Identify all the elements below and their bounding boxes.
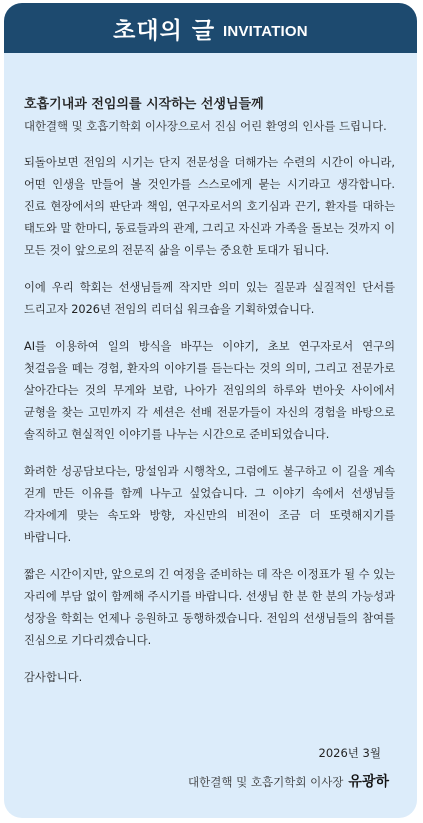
letter-closing: 감사합니다. — [24, 671, 83, 684]
letter-paragraph: 이에 우리 학회는 선생님들께 작지만 의미 있는 질문과 실질적인 단서를 드리고자 2026년 전임의 리더십 워크숍을 기획하였습니다. — [24, 281, 395, 316]
letter-date: 2026년 3월 — [318, 746, 381, 760]
title-korean: 초대의 글 — [113, 17, 216, 44]
letter-paragraph: 짧은 시간이지만, 앞으로의 긴 여정을 준비하는 데 작은 이정표가 될 수 있는 자리에 부담 없이 함께해 주시기를 바랍니다. 선생님 한 분 한 분의 가능성과 성장을 학회는 언제나 응원하고 동행하겠습니다. 전임의 선생님들의 참여를 진심으로 기다리겠습니다. — [24, 568, 395, 647]
title-english: INVITATION — [223, 22, 308, 40]
letter-greeting: 호흡기내과 전임의를 시작하는 선생님들께 — [24, 97, 264, 112]
invitation-card — [4, 3, 417, 818]
invitation-header — [4, 3, 417, 53]
letter-intro: 대한결핵 및 호흡기학회 이사장으로서 진심 어린 환영의 인사를 드립니다. — [24, 119, 387, 133]
letter-body — [24, 95, 395, 689]
letter-paragraph: 되돌아보면 전임의 시기는 단지 전문성을 더해가는 수련의 시간이 아니라, 어떤 인생을 만들어 볼 것인가를 스스로에게 묻는 시기라고 생각합니다. 진료 현장에서의 판단과 책임, 연구자로서의 호기심과 끈기, 환자를 대하는 태도와 말 한마디, 동료들과의 관계, 그리고 자신과 가족을 돌보는 것까지 이 모든 것이 앞으로의 전문직 삶을 이루는 중요한 토대가 됩니다. — [24, 156, 395, 257]
letter-paragraph: 화려한 성공담보다는, 망설임과 시행착오, 그럼에도 불구하고 이 길을 계속 걷게 만든 이유를 함께 나누고 싶었습니다. 그 이야기 속에서 선생님들 각자에게 맞는 속도와 방향, 자신만의 비전이 조금 더 또렷해지기를 바랍니다. — [24, 465, 395, 544]
letter-paragraph: AI를 이용하여 일의 방식을 바꾸는 이야기, 초보 연구자로서 연구의 첫걸음을 떼는 경험, 환자의 이야기를 듣는다는 것의 의미, 그리고 전문가로 살아간다는 것의 무게와 보람, 나아가 전임의의 하루와 번아웃 사이에서 균형을 찾는 고민까지 각 세션은 선배 전문가들이 자신의 경험을 바탕으로 솔직하고 현실적인 이야기를 나누는 시간으로 준비되었습니다. — [24, 340, 395, 441]
letter-signature — [188, 771, 389, 791]
signature-name: 유광하 — [348, 774, 389, 790]
signature-organization: 대한결핵 및 호흡기학회 이사장 — [188, 775, 344, 789]
